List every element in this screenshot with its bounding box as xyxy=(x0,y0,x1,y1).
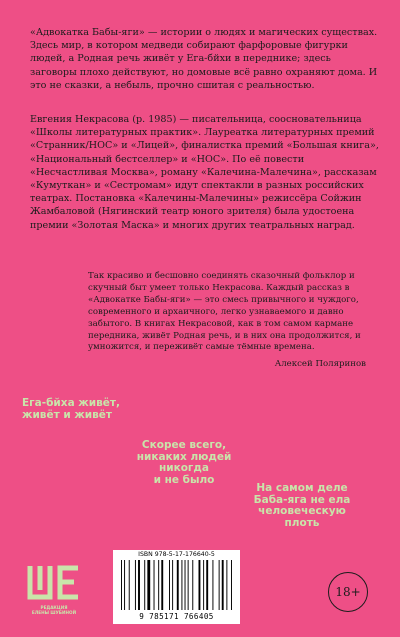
barcode-stripe xyxy=(181,560,182,610)
barcode-stripe xyxy=(192,560,193,610)
barcode-stripe xyxy=(138,560,140,610)
barcode-stripe xyxy=(231,560,232,610)
barcode-stripe xyxy=(144,560,145,610)
barcode-stripe xyxy=(169,560,170,610)
barcode-stripe xyxy=(154,560,155,610)
tagline-2-line-4: и не было xyxy=(153,473,215,486)
isbn-label: ISBN 978-5-17-176640-5 xyxy=(138,551,215,558)
barcode-stripe xyxy=(161,560,163,610)
review-quote: Так красиво и бесшовно соединять сказочный фольклор и скучный быт умеет только Некрасова. Каждый рассказ в «Адвокатке Бабы-яги» — это смесь привычного и чуждого, современного и архаичного, легко узнаваемого и давно забытого. В книгах Некрасовой, как в том самом кармане передника, живёт Родная речь, и в них она продолжится, и умножится, и переживёт самые тёмные времена. xyxy=(88,271,361,353)
tagline-3-line-3: человеческую xyxy=(258,505,346,517)
imprint-label xyxy=(24,605,84,615)
imprint-line-2: ЕЛЕНЫ ШУБИНОЙ xyxy=(31,610,77,616)
tagline-1-line-1: Ега-бйха живёт, xyxy=(22,397,120,409)
barcode-stripe xyxy=(172,560,173,610)
barcode-stripe xyxy=(147,560,150,610)
tagline-1-line-2: живёт и живёт xyxy=(22,408,112,421)
barcode-stripe xyxy=(219,560,220,610)
barcode-stripe xyxy=(199,560,201,610)
imprint-line-1: РЕДАКЦИЯ xyxy=(40,605,68,610)
tagline-3-line-1: На самом деле xyxy=(256,482,348,494)
tagline-3-line-4: плоть xyxy=(284,516,320,529)
barcode-stripe xyxy=(188,560,189,610)
barcode-block xyxy=(113,550,240,624)
barcode-number: 9 785171 766405 xyxy=(139,612,214,621)
annotation-text: «Адвокатка Бабы-яги» — истории о людях и магических существах. Здесь мир, в котором медведи собирают фарфоровые фигурки людей, а Родная речь живёт у Ега-бйхи в переднике; здесь заговоры плохо действуют, но домовые всё равно охраняют дома. И это не сказки, а небыль, прочно сшитая с реальностью. xyxy=(30,27,378,91)
barcode-stripe xyxy=(177,560,179,610)
tagline-2-line-3: никогда xyxy=(158,462,209,474)
tagline-3-line-2: Баба-яга не ела xyxy=(253,493,351,506)
barcode-stripe xyxy=(212,560,213,610)
author-bio: Евгения Некрасова (р. 1985) — писательница, соосновательница «Школы литературных практик». Лауреатка литературных премий «Странник/НОС» и «Лицей», финалистка премий «Большая книга», «Национальный бестселлер» и «НОС». По её повести «Несчастливая Москва», роману «Калечина-Малечина», рассказам «Кумуткан» и «Сестромам» идут спектакли в разных российских театрах. Постановка «Калечины-Малечины» режиссёра Сойжин Жамбаловой (Нягинский театр юного зрителя) была удостоена премии «Золотая Маска» и многих других театральных наград. xyxy=(30,114,379,231)
tagline-2-line-2: никаких людей xyxy=(136,450,232,463)
barcode-stripe xyxy=(226,560,227,610)
barcode-stripe xyxy=(129,560,130,610)
publisher-logo xyxy=(24,564,84,624)
barcode-stripe xyxy=(203,560,204,610)
publisher-mark-icon xyxy=(24,564,84,602)
barcode-stripe xyxy=(222,560,224,610)
barcode-stripe xyxy=(135,560,136,610)
barcode-icon xyxy=(119,560,234,612)
quote-author: Алексей Поляринов xyxy=(274,359,366,369)
barcode-stripe xyxy=(206,560,208,610)
barcode-stripe xyxy=(121,560,122,610)
barcode-stripe xyxy=(158,560,159,610)
tagline-2 xyxy=(132,440,236,486)
age-rating-badge: 18+ xyxy=(328,572,368,612)
barcode-stripe xyxy=(185,560,186,610)
tagline-2-line-1: Скорее всего, xyxy=(141,439,227,451)
barcode-stripe xyxy=(124,560,125,610)
tagline-1 xyxy=(22,398,128,421)
tagline-3 xyxy=(242,483,362,529)
